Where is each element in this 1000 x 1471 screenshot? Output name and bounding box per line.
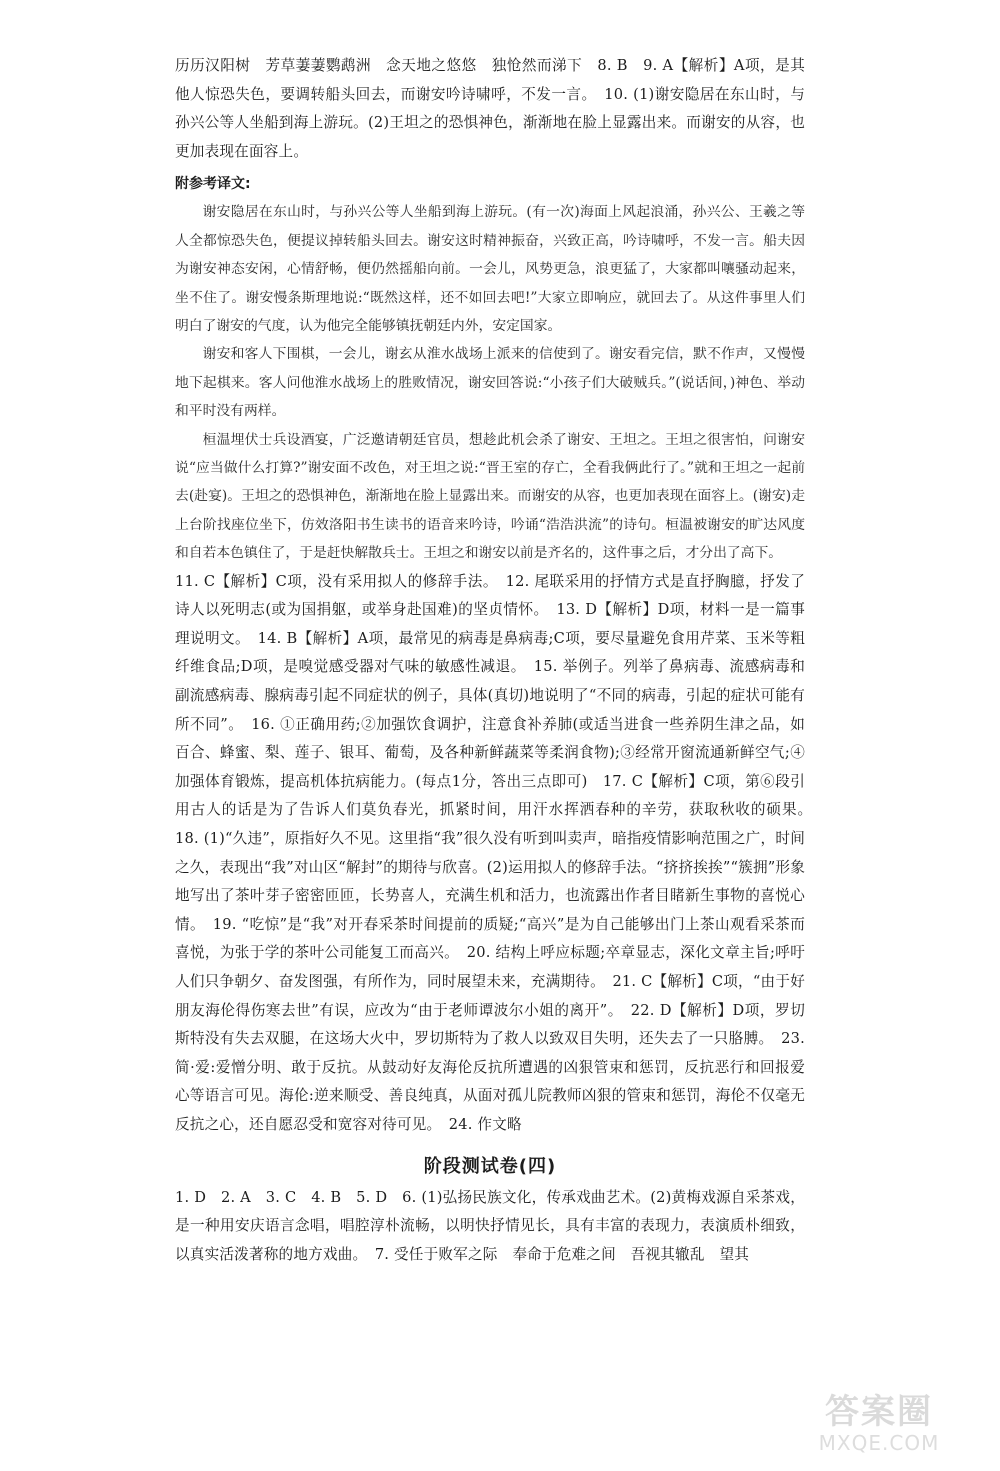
translation-paragraph-3: 桓温埋伏士兵设酒宴，广泛邀请朝廷官员，想趁此机会杀了谢安、王坦之。王坦之很害怕，问谢安说“应当做什么打算?”谢安面不改色，对王坦之说:“晋王室的存亡，全看我俩此行了。”就和王坦之一起前去(赴宴)。王坦之的恐惧神色，渐渐地在脸上显露出来。而谢安的从容，也更加表现在面容上。(谢安)走上台阶找座位坐下，仿效洛阳书生读书的语音来吟诗，吟诵“浩浩洪流”的诗句。桓温被谢安的旷达风度和自若本色镇住了，于是赶快解散兵士。王坦之和谢安以前是齐名的，这件事之后，才分出了高下。 bbox=[175, 431, 805, 562]
translation-paragraph-1: 谢安隐居在东山时，与孙兴公等人坐船到海上游玩。(有一次)海面上风起浪涌，孙兴公、王羲之等人全都惊恐失色，便提议掉转船头回去。谢安这时精神振奋，兴致正高，吟诗啸呼，不发一言。船夫因为谢安神态安闲，心情舒畅，便仍然摇船向前。一会儿，风势更急，浪更猛了，大家都叫嚷骚动起来，坐不住了。谢安慢条斯理地说:“既然这样，还不如回去吧!”大家立即响应，就回去了。从这件事里人们明白了谢安的气度，认为他完全能够镇抚朝廷内外，安定国家。 bbox=[175, 204, 805, 334]
answers-part-3: 1. D 2. A 3. C 4. B 5. D 6. (1)弘扬民族文化，传承戏曲艺术。(2)黄梅戏源自采茶戏，是一种用安庆语言念唱，唱腔淳朴流畅，以明快抒情见长，具有丰富的表现力，表演质朴细致，以真实活泼著称的地方戏曲。 7. 受任于败军之际 奉命于危难之间 吾视其辙乱 望其 bbox=[175, 1188, 805, 1263]
section-title: 阶段测试卷(四) bbox=[423, 1155, 557, 1177]
watermark-logo-text: 答案圈 bbox=[825, 1392, 933, 1432]
answers-part-1: 历历汉阳树 芳草萋萋鹦鹉洲 念天地之悠悠 独怆然而涕下 8. B 9. A【解析】A项，是其他人惊恐失色，要调转船头回去，而谢安吟诗啸呼，不发一言。 10. (1)谢安隐居在东山时，与孙兴公等人坐船到海上游玩。(2)王坦之的恐惧神色，渐渐地在脸上显露出来。而谢安的从容，也更加表现在面容上。 bbox=[175, 57, 805, 160]
site-watermark bbox=[784, 1393, 974, 1463]
translation-paragraph-2: 谢安和客人下围棋，一会儿，谢玄从淮水战场上派来的信使到了。谢安看完信，默不作声，又慢慢地下起棋来。客人问他淮水战场上的胜败情况，谢安回答说:“小孩子们大破贼兵。”(说话间，)神色、举动和平时没有两样。 bbox=[175, 346, 805, 420]
answers-part-2: 11. C【解析】C项，没有采用拟人的修辞手法。 12. 尾联采用的抒情方式是直抒胸臆，抒发了诗人以死明志(或为国捐躯，或举身赴国难)的坚贞情怀。 13. D【解析】D项，材料一是一篇事理说明文。 14. B【解析】A项，最常见的病毒是鼻病毒;C项，要尽量避免食用芹菜、玉米等粗纤维食品;D项，是嗅觉感受器对气味的敏感性减退。 15. 举例子。列举了鼻病毒、流感病毒和副流感病毒、腺病毒引起不同症状的例子，具体(真切)地说明了“不同的病毒，引起的症状可能有所不同”。 16. ①正确用药;②加强饮食调护，注意食补养肺(或适当进食一些养阴生津之品，如百合、蜂蜜、梨、莲子、银耳、葡萄，及各种新鲜蔬菜等柔润食物);③经常开窗流通新鲜空气;④加强体育锻炼，提高机体抗病能力。(每点1分，答出三点即可) 17. C【解析】C项，第⑥段引用古人的话是为了告诉人们莫负春光，抓紧时间，用汗水挥洒春种的辛劳，获取秋收的硕果。 18. (1)“久违”，原指好久不见。这里指“我”很久没有听到叫卖声，暗指疫情影响范围之广，时间之久，表现出“我”对山区“解封”的期待与欣喜。(2)运用拟人的修辞手法。“挤挤挨挨”“簇拥”形象地写出了茶叶芽子密密匝匝，长势喜人，充满生机和活力，也流露出作者目睹新生事物的喜悦心情。 19. “吃惊”是“我”对开春采茶时间提前的质疑;“高兴”是为自己能够出门上茶山观看采茶而喜悦，为张于学的茶叶公司能复工而高兴。 20. 结构上呼应标题;卒章显志，深化文章主旨;呼吁人们只争朝夕、奋发图强，有所作为，同时展望未来，充满期待。 21. C【解析】C项，“由于好朋友海伦得伤寒去世”有误，应改为“由于老师谭波尔小姐的离开”。 22. D【解析】D项，罗切斯特没有失去双腿，在这场大火中，罗切斯特为了救人以致双目失明，还失去了一只胳膊。 23. 简·爱:爱憎分明、敢于反抗。从鼓动好友海伦反抗所遭遇的凶狠管束和惩罚，反抗恶行和回报爱心等语言可见。海伦:逆来顺受、善良纯真，从面对孤儿院教师凶狠的管束和惩罚，海伦不仅毫无反抗之心，还自愿忍受和宽容对待可见。 24. 作文略 bbox=[175, 572, 820, 1133]
translation-heading: 附参考译文: bbox=[175, 176, 251, 193]
watermark-url: MXQE.COM bbox=[818, 1431, 940, 1455]
answer-page bbox=[175, 52, 820, 1269]
